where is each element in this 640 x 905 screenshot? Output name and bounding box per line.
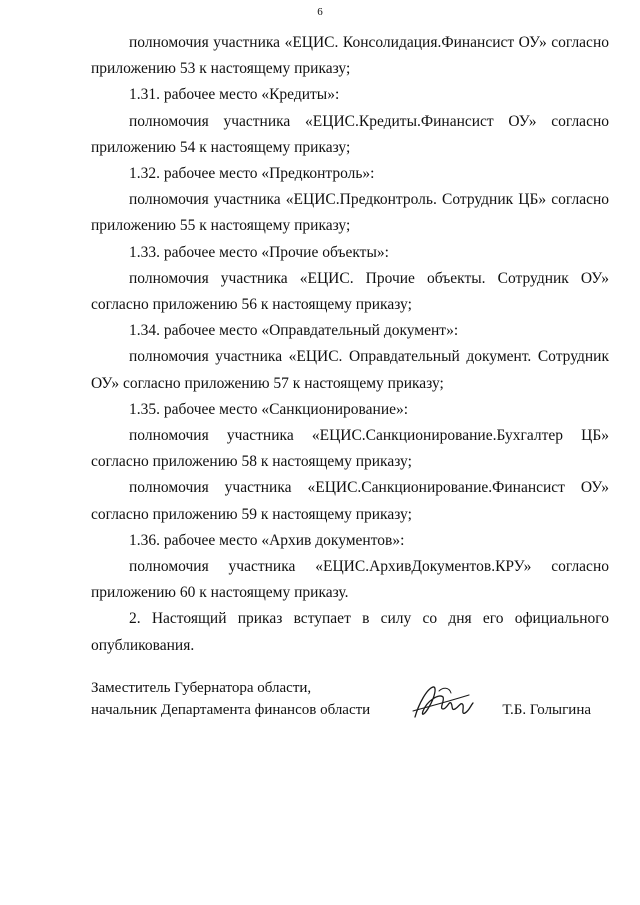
paragraph: полномочия участника «ЕЦИС.Кредиты.Финансист ОУ» согласно приложению 54 к настоящему приказу; — [91, 112, 609, 156]
signature-block — [91, 677, 609, 737]
signatory-position-line: Заместитель Губернатора области, — [91, 680, 312, 696]
paragraph: 1.35. рабочее место «Санкционирование»: — [129, 400, 409, 418]
signatory-position-line: начальник Департамента финансов области — [91, 702, 371, 718]
paragraph: полномочия участника «ЕЦИС.Санкционирование.Финансист ОУ» согласно приложению 59 к настоящему приказу; — [91, 479, 609, 523]
handwritten-signature-image — [409, 681, 479, 723]
signatory-name: Т.Б. Голыгина — [502, 702, 591, 718]
paragraph: 1.32. рабочее место «Предконтроль»: — [129, 165, 375, 183]
paragraph: полномочия участника «ЕЦИС.Предконтроль. Сотрудник ЦБ» согласно приложению 55 к настоящему приказу; — [91, 191, 609, 235]
paragraph: полномочия участника «ЕЦИС. Консолидация.Финансист ОУ» согласно приложению 53 к настоящему приказу; — [91, 34, 609, 78]
paragraph: полномочия участника «ЕЦИС. Оправдательный документ. Сотрудник ОУ» согласно приложению 57 к настоящему приказу; — [91, 348, 609, 392]
paragraph: 1.34. рабочее место «Оправдательный документ»: — [129, 322, 459, 340]
paragraph: полномочия участника «ЕЦИС.Санкционирование.Бухгалтер ЦБ» согласно приложению 58 к настоящему приказу; — [91, 427, 609, 471]
paragraph: 1.31. рабочее место «Кредиты»: — [129, 86, 340, 104]
document-body — [91, 30, 609, 659]
paragraph: полномочия участника «ЕЦИС. Прочие объекты. Сотрудник ОУ» согласно приложению 56 к настоящему приказу; — [91, 269, 609, 314]
paragraph: 2. Настоящий приказ вступает в силу со дня его официального опубликования. — [91, 610, 609, 654]
page-number: 6 — [317, 6, 323, 18]
signatory-position — [91, 677, 391, 721]
paragraph: 1.33. рабочее место «Прочие объекты»: — [129, 243, 389, 261]
paragraph: полномочия участника «ЕЦИС.АрхивДокументов.КРУ» согласно приложению 60 к настоящему приказу. — [91, 558, 609, 602]
paragraph: 1.36. рабочее место «Архив документов»: — [129, 531, 405, 549]
